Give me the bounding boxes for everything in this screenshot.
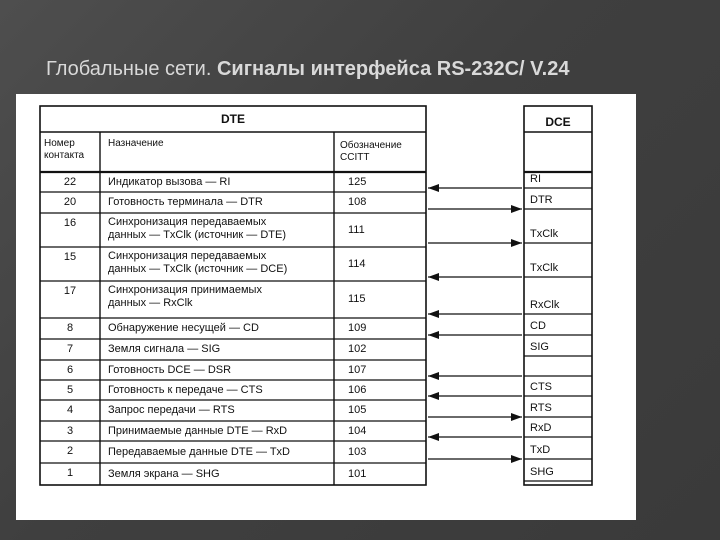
signal-purpose: Готовность DCE — DSR bbox=[108, 363, 232, 376]
ccitt-code: 106 bbox=[348, 383, 367, 396]
contact-number: 3 bbox=[66, 425, 74, 437]
signal-purpose: Индикатор вызова — RI bbox=[108, 175, 231, 188]
column-header-contact: Номер контакта bbox=[44, 138, 85, 161]
contact-number: 4 bbox=[66, 404, 74, 416]
signal-purpose: Земля экрана — SHG bbox=[108, 467, 220, 480]
contact-number: 16 bbox=[63, 217, 77, 229]
column-header-purpose: Назначение bbox=[108, 138, 164, 149]
ccitt-code: 101 bbox=[348, 467, 367, 480]
signal-arrow bbox=[428, 372, 522, 380]
ccitt-code: 105 bbox=[348, 404, 367, 416]
signal-arrow bbox=[428, 413, 522, 421]
dce-signal-label: DTR bbox=[530, 194, 553, 206]
signal-arrow bbox=[428, 310, 522, 318]
signal-purpose: Синхронизация передаваемых данных — TxClk (источник — DCE) bbox=[108, 250, 288, 275]
ccitt-code: 114 bbox=[348, 257, 366, 270]
contact-number: 15 bbox=[63, 251, 77, 263]
dce-signal-label: TxClk bbox=[530, 228, 559, 240]
contact-number: 22 bbox=[63, 176, 77, 188]
ccitt-code: 104 bbox=[348, 424, 367, 437]
signal-arrow bbox=[428, 433, 522, 441]
dce-signal-label: SHG bbox=[530, 466, 554, 478]
contact-number: 5 bbox=[66, 384, 74, 396]
dce-signal-label: RxD bbox=[530, 422, 552, 434]
ccitt-code: 103 bbox=[348, 445, 367, 458]
signal-arrow bbox=[428, 331, 522, 339]
signal-purpose: Принимаемые данные DTE — RxD bbox=[108, 424, 288, 437]
dce-signal-label: RI bbox=[530, 173, 541, 185]
contact-number: 20 bbox=[63, 196, 77, 208]
signal-arrow bbox=[428, 205, 522, 213]
dce-signal-label: RxClk bbox=[530, 299, 560, 311]
contact-number: 6 bbox=[66, 364, 74, 376]
signal-purpose: Запрос передачи — RTS bbox=[108, 404, 235, 416]
signal-purpose: Обнаружение несущей — CD bbox=[108, 322, 259, 334]
ccitt-code: 107 bbox=[348, 363, 367, 376]
dce-header: DCE bbox=[545, 115, 571, 129]
signal-arrow bbox=[428, 392, 522, 400]
contact-number: 17 bbox=[63, 285, 77, 297]
dce-signal-label: TxClk bbox=[530, 262, 559, 274]
contact-number: 8 bbox=[66, 322, 74, 334]
ccitt-code: 125 bbox=[348, 175, 367, 188]
dce-signal-label: SIG bbox=[530, 341, 549, 353]
signal-arrow bbox=[428, 455, 522, 463]
ccitt-code: 109 bbox=[348, 322, 367, 334]
signal-arrow bbox=[428, 273, 522, 281]
dce-signal-label: RTS bbox=[530, 402, 552, 414]
column-header-ccitt: Обозначение CCITT bbox=[340, 140, 402, 163]
signal-purpose: Готовность терминала — DTR bbox=[108, 196, 263, 208]
signal-purpose: Земля сигнала — SIG bbox=[108, 343, 221, 355]
signal-arrow bbox=[428, 239, 522, 247]
ccitt-code: 102 bbox=[348, 343, 367, 355]
signal-arrow bbox=[428, 184, 522, 192]
contact-number: 2 bbox=[66, 445, 74, 457]
signal-purpose: Передаваемые данные DTE — TxD bbox=[108, 445, 290, 458]
dce-signal-label: CD bbox=[530, 320, 546, 332]
slide-title bbox=[46, 58, 569, 81]
signal-purpose: Готовность к передаче — CTS bbox=[108, 383, 263, 396]
dte-header: DTE bbox=[221, 112, 245, 126]
ccitt-code: 111 bbox=[348, 223, 365, 236]
dce-signal-label: TxD bbox=[530, 444, 551, 456]
contact-number: 7 bbox=[66, 343, 74, 355]
slide-title-main: Сигналы интерфейса RS-232C/ V.24 bbox=[216, 58, 570, 80]
contact-number: 1 bbox=[66, 467, 74, 479]
slide-title-prefix: Глобальные сети. bbox=[46, 58, 212, 80]
signal-purpose: Синхронизация принимаемых данных — RxClk bbox=[108, 284, 262, 309]
rs232-signal-diagram bbox=[16, 94, 636, 520]
signal-purpose: Синхронизация передаваемых данных — TxClk (источник — DTE) bbox=[108, 216, 287, 241]
ccitt-code: 108 bbox=[348, 196, 367, 208]
dce-signal-label: CTS bbox=[530, 381, 552, 393]
ccitt-code: 115 bbox=[348, 293, 366, 305]
